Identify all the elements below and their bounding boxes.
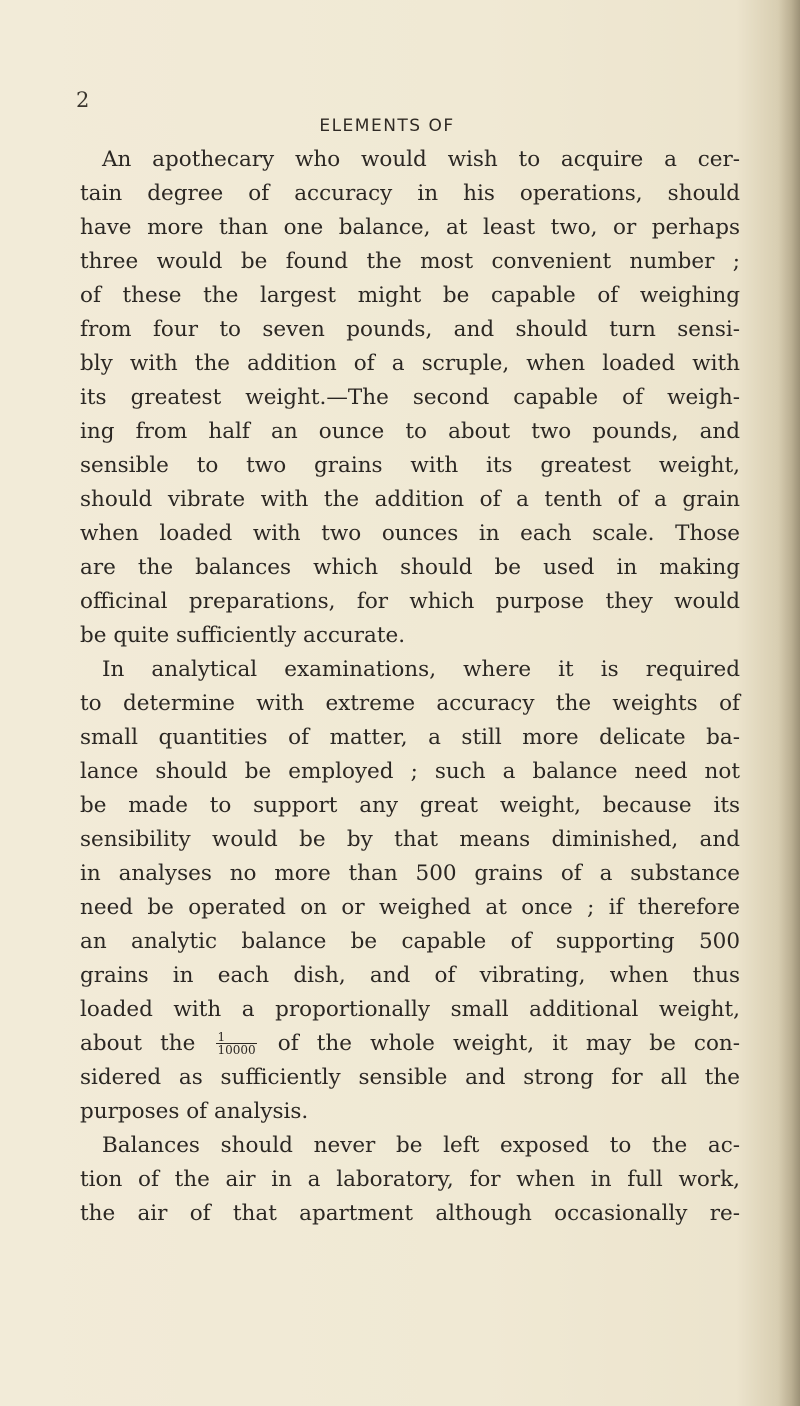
text-line: sidered as sufficiently sensible and strong for all the xyxy=(80,1065,740,1090)
text-line: from four to seven pounds, and should turn sensi- xyxy=(80,317,740,342)
running-head-text: ELEMENTS OF xyxy=(319,116,455,136)
fraction-line-after: of the whole weight, it may be con- xyxy=(277,1031,741,1056)
page-number: 2 xyxy=(76,88,90,112)
fraction-line-before: about the xyxy=(80,1031,196,1056)
text-line: of these the largest might be capable of weighing xyxy=(80,283,740,308)
text-line: In analytical examinations, where it is required xyxy=(102,657,740,682)
text-line: ing from half an ounce to about two pounds, and xyxy=(80,419,740,444)
text-line: An apothecary who would wish to acquire a cer- xyxy=(102,147,740,172)
text-line: sensible to two grains with its greatest weight, xyxy=(80,453,740,478)
running-head xyxy=(0,116,800,136)
text-line: tain degree of accuracy in his operations, should xyxy=(80,181,740,206)
fraction xyxy=(216,1031,256,1056)
text-line: grains in each dish, and of vibrating, when thus xyxy=(80,963,740,988)
text-line: loaded with a proportionally small additional weight, xyxy=(80,997,740,1022)
text-line: are the balances which should be used in making xyxy=(80,555,740,580)
text-line: Balances should never be left exposed to the ac- xyxy=(102,1133,740,1158)
text-line: the air of that apartment although occasionally re- xyxy=(80,1201,740,1226)
text-line: should vibrate with the addition of a tenth of a grain xyxy=(80,487,740,512)
text-line: an analytic balance be capable of supporting 500 xyxy=(80,929,740,954)
text-line: bly with the addition of a scruple, when loaded with xyxy=(80,351,740,376)
page-edge-shadow xyxy=(778,0,800,1406)
text-line: officinal preparations, for which purpose they would xyxy=(80,589,740,614)
fraction-text-line xyxy=(80,1027,740,1061)
text-line: need be operated on or weighed at once ; if therefore xyxy=(80,895,740,920)
body-text xyxy=(80,143,740,1231)
text-line: lance should be employed ; such a balance need not xyxy=(80,759,740,784)
text-line: be quite sufficiently accurate. xyxy=(80,623,406,648)
text-line: tion of the air in a laboratory, for when in full work, xyxy=(80,1167,740,1192)
text-line: its greatest weight.—The second capable of weigh- xyxy=(80,385,740,410)
text-line: three would be found the most convenient number ; xyxy=(80,249,740,274)
text-line: sensibility would be by that means diminished, and xyxy=(80,827,740,852)
text-line: have more than one balance, at least two, or perhaps xyxy=(80,215,740,240)
text-line: purposes of analysis. xyxy=(80,1099,309,1124)
text-line: to determine with extreme accuracy the weights of xyxy=(80,691,740,716)
text-line: when loaded with two ounces in each scale. Those xyxy=(80,521,740,546)
text-line: be made to support any great weight, because its xyxy=(80,793,740,818)
fraction-numerator: 1 xyxy=(216,1031,256,1044)
text-line: small quantities of matter, a still more delicate ba- xyxy=(80,725,740,750)
fraction-denominator: 10000 xyxy=(217,1043,256,1057)
text-line: in analyses no more than 500 grains of a substance xyxy=(80,861,740,886)
